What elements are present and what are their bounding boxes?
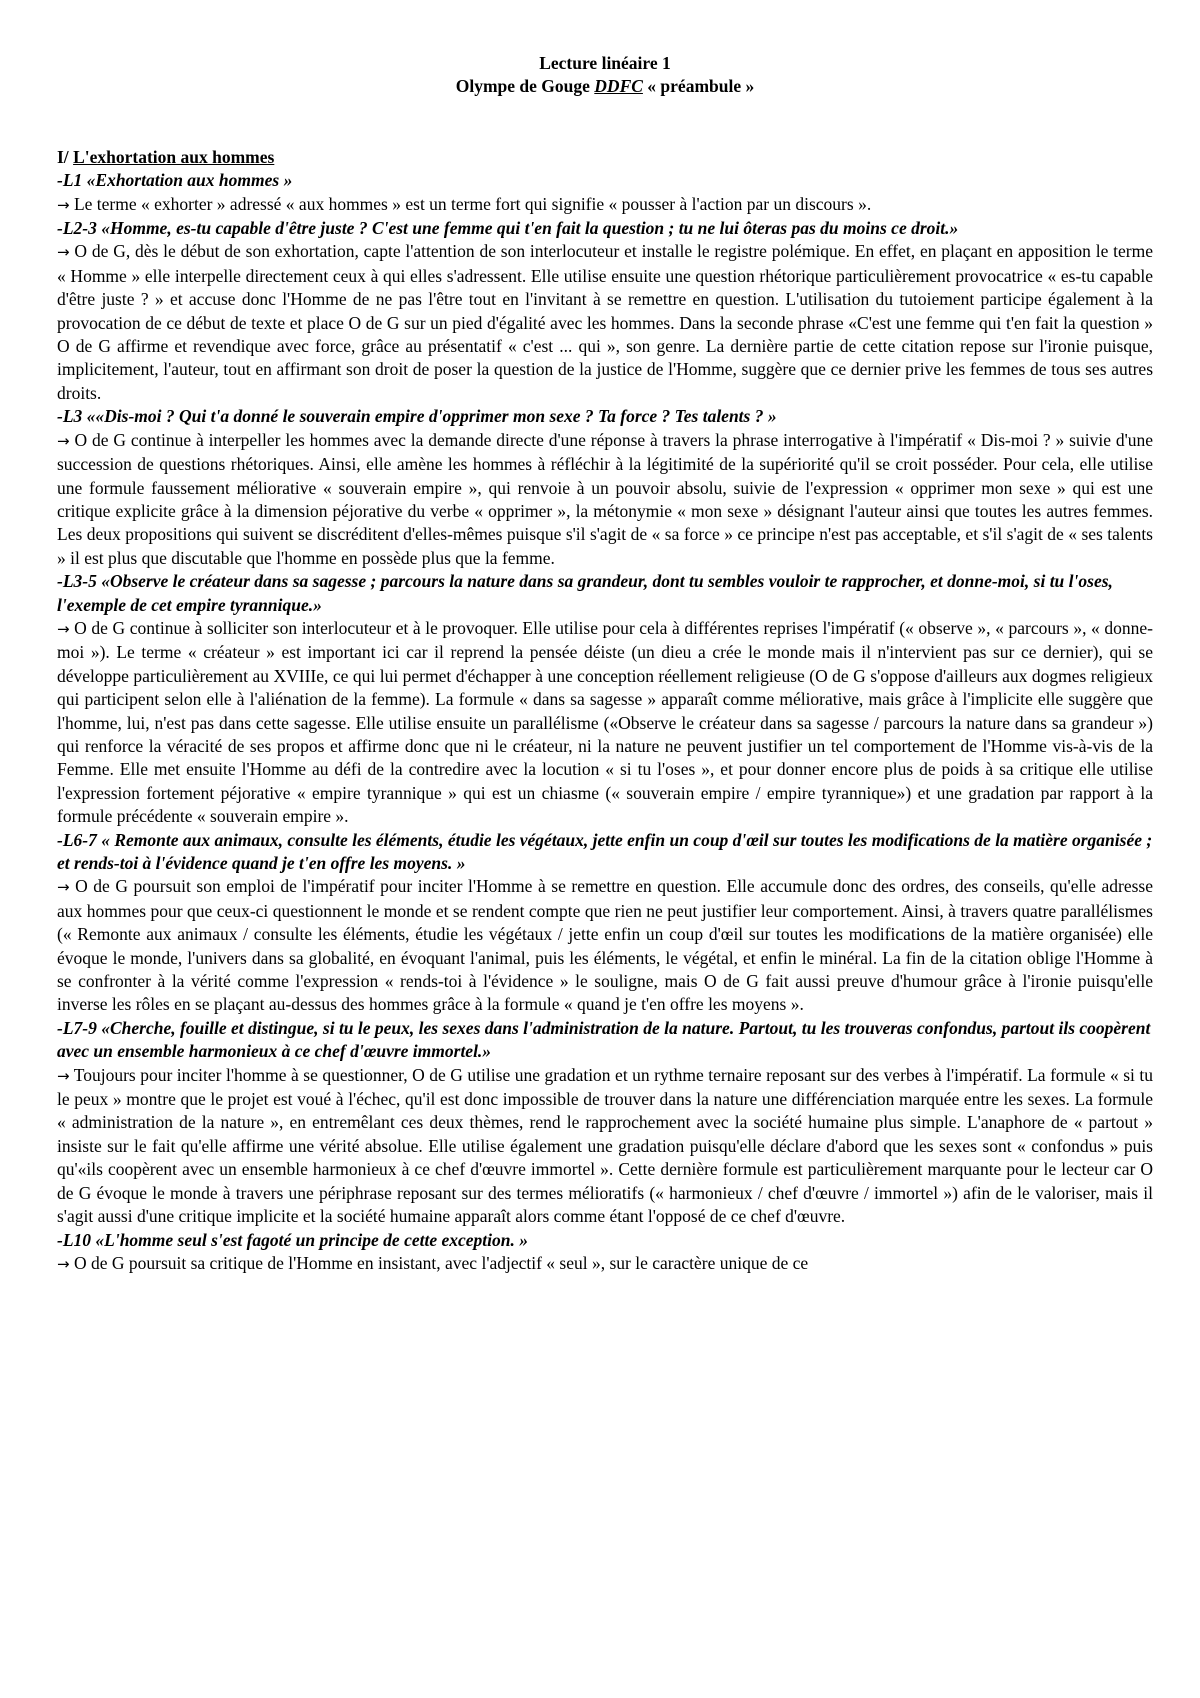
arrow-icon: → [57, 431, 70, 450]
commentary-text: O de G continue à solliciter son interlocuteur et à le provoquer. Elle utilise pour cela à différentes reprises l'impératif (« observe », « parcours », « donne-moi »). Le terme « créateur » est important ici car il reprend la pensée déiste (un dieu a crée le monde mais il n'intervient pas sur ce dernier), qui se développe particulièrement au XVIIIe, ce qui lui permet d'échapper à une conception réellement religieuse (O de G s'oppose d'ailleurs aux dogmes religieux qui participent selon elle à l'aliénation de la femme). La formule « dans sa sagesse » apparaît comme méliorative, mais grâce à l'implicite elle suggère que l'homme, lui, n'est pas dans cette sagesse. Elle utilise ensuite un parallélisme («Observe le créateur dans sa sagesse / parcours la nature dans sa grandeur ») qui renforce la véracité de ses propos et affirme donc que ni le créateur, ni la nature ne peuvent justifier un tel comportement de l'Homme vis-à-vis de la Femme. Elle met ensuite l'Homme au défi de la contredire avec la locution « si tu l'oses », et pour donner encore plus de poids à sa critique elle utilise l'expression fortement péjorative « empire tyrannique » qui est un chiasme (« souverain empire / empire tyrannique») et une gradation par rapport à la formule précédente « souverain empire ». [57, 617, 1153, 827]
title-line-1: Lecture linéaire 1 [539, 53, 671, 73]
commentary-text: O de G poursuit son emploi de l'impératif pour inciter l'Homme à se remettre en question. Elle accumule donc des ordres, des conseils, qu'elle adresse aux hommes pour que ceux-ci questionnent le monde et se rendent compte que rien ne peut justifier leur comportement. Ainsi, à travers quatre parallélismes (« Remonte aux animaux / consulte les éléments, étudie les végétaux / jette enfin un coup d'œil sur toutes les modifications de la matière organisée) elle évoque le monde, l'univers dans sa globalité, en évoquant l'animal, puis les éléments, le végétal, et enfin le minéral. La fin de la citation oblige l'Homme à se confronter à la vérité comme l'expression « rends-toi à l'évidence » le souligne, mais O de G fait aussi preuve d'humour grâce à l'ironie puisqu'elle inverse les rôles en se plaçant au-dessus des hommes grâce à la formule « quand je t'en offre les moyens ». [57, 876, 1153, 1015]
quotation-line: -L2-3 «Homme, es-tu capable d'être juste ? C'est une femme qui t'en fait la question ; tu ne lui ôteras pas du moins ce droit.» [57, 218, 959, 239]
document-page [57, 52, 1153, 1276]
quotation-line: -L10 «L'homme seul s'est fagoté un principe de cette exception. » [57, 1229, 528, 1250]
quotation-line: -L1 «Exhortation aux hommes » [57, 170, 293, 191]
analysis-blocks [57, 169, 1153, 1276]
commentary-text: O de G poursuit sa critique de l'Homme en insistant, avec l'adjectif « seul », sur le caractère unique de ce [69, 1252, 809, 1273]
commentary-paragraph [57, 193, 1153, 217]
arrow-icon: → [57, 878, 70, 897]
commentary-paragraph [57, 1064, 1153, 1229]
arrow-icon: → [57, 1066, 70, 1085]
section-heading [57, 146, 1153, 169]
title-line-2 [57, 75, 1153, 98]
arrow-icon: → [57, 1254, 70, 1273]
commentary-text: O de G continue à interpeller les hommes avec la demande directe d'une réponse à travers la phrase interrogative à l'impératif « Dis-moi ? » suivie d'une succession de questions rhétoriques. Ainsi, elle amène les hommes à réfléchir à la légitimité de la supériorité qu'il se croit posséder. Pour cela, elle utilise une formule faussement méliorative « souverain empire », qui renvoie à un pouvoir absolu, suivie de l'expression « opprimer mon sexe » qui est une critique explicite grâce à la dimension péjorative du verbe « opprimer », la métonymie « mon sexe » désignant l'auteur ainsi que toutes les autres femmes. Les deux propositions qui suivent se discréditent d'elles-mêmes puisque s'il s'agit de « sa force » ce principe n'est pas acceptable, et s'il s'agit de « ses talents » il est plus que discutable que l'homme en possède plus que la femme. [57, 429, 1153, 568]
commentary-text: O de G, dès le début de son exhortation, capte l'attention de son interlocuteur et installe le registre polémique. En effet, en plaçant en apposition le terme « Homme » elle interpelle directement ceux à qui elles s'adressent. Elle utilise ensuite une question rhétorique particulièrement provocatrice « es-tu capable d'être juste ? » et accuse donc l'Homme de ne pas l'être tout en l'invitant à se remettre en question. L'utilisation du tutoiement participe également à la provocation de ce début de texte et place O de G sur un pied d'égalité avec les hommes. Dans la seconde phrase «C'est une femme qui t'en fait la question » O de G affirme et revendique avec force, grâce au présentatif « c'est ... qui », son genre. La dernière partie de cette citation repose sur l'ironie puisque, implicitement, l'auteur, tout en affirmant son droit de poser la question de la justice de l'Homme, suggère que ce dernier prive les femmes de tous ses autres droits. [57, 241, 1153, 403]
section-number: I/ [57, 146, 74, 167]
section-title: L'exhortation aux hommes [73, 146, 275, 167]
arrow-icon: → [57, 619, 70, 638]
quotation-line: -L3 ««Dis-moi ? Qui t'a donné le souverain empire d'opprimer mon sexe ? Ta force ? Tes talents ? » [57, 406, 777, 427]
commentary-paragraph [57, 1252, 1153, 1276]
arrow-icon: → [57, 195, 70, 214]
title-part: « préambule » [642, 76, 755, 97]
commentary-paragraph [57, 429, 1153, 570]
commentary-paragraph [57, 875, 1153, 1016]
quotation-line: -L7-9 «Cherche, fouille et distingue, si tu le peux, les sexes dans l'administration de la nature. Partout, tu les trouveras confondus, partout ils coopèrent avec un ensemble harmonieux à ce chef d'œuvre immortel.» [57, 1017, 1151, 1062]
arrow-icon: → [57, 243, 70, 262]
quotation-line: -L3-5 «Observe le créateur dans sa sagesse ; parcours la nature dans sa grandeur, dont tu sembles vouloir te rapprocher, et donne-moi, si tu l'oses, l'exemple de cet empire tyrannique.» [57, 571, 1113, 615]
title-author: Olympe de Gouge [455, 76, 595, 97]
quotation-line: -L6-7 « Remonte aux animaux, consulte les éléments, étudie les végétaux, jette enfin un coup d'œil sur toutes les modifications de la matière organisée ; et rends-toi à l'évidence quand je t'en offre les moyens. » [57, 829, 1153, 873]
commentary-paragraph [57, 617, 1153, 829]
commentary-text: Le terme « exhorter » adressé « aux hommes » est un terme fort qui signifie « pousser à l'action par un discours ». [69, 193, 872, 214]
commentary-text: Toujours pour inciter l'homme à se questionner, O de G utilise une gradation et un rythme ternaire reposant sur des verbes à l'impératif. La formule « si tu le peux » montre que le projet est voué à l'échec, qu'il est donc impossible de trouver dans la nature une différenciation marquée entre les sexes. La formule « administration de la nature », en entremêlant ces deux thèmes, rend le rapprochement avec la société humaine plus simple. L'anaphore de « partout » insiste sur le fait qu'elle affirme une vérité absolue. Elle utilise également une gradation puisqu'elle déclare d'abord que les sexes sont « confondus » puis qu'«ils coopèrent avec un ensemble harmonieux à ce chef d'œuvre immortel ». Cette dernière formule est particulièrement marquante pour le lecteur car O de G évoque le monde à travers une périphrase reposant sur des termes mélioratifs (« harmonieux / chef d'œuvre / immortel ») afin de le valoriser, mais il s'agit aussi d'une critique implicite et la société humaine apparaît alors comme étant l'opposé de ce chef d'œuvre. [57, 1064, 1153, 1227]
document-title [57, 52, 1153, 99]
commentary-paragraph [57, 240, 1153, 405]
title-work: DDFC [594, 76, 643, 97]
